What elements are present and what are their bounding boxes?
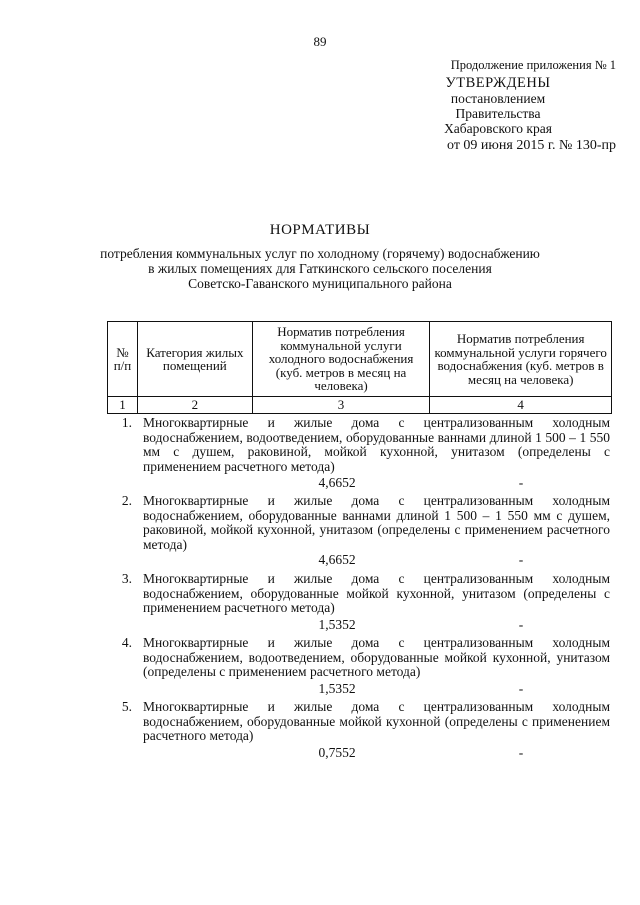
list-item (110, 494, 610, 552)
list-item (110, 700, 610, 744)
subtitle-line: потребления коммунальных услуг по холодному (горячему) водоснабжению (100, 246, 540, 261)
item-text: Многоквартирные и жилые дома с централизованным холодным водоснабжением, водоотведением, оборудованные мойкой кухонной, унитазом (определены с применением расчетного метода) (143, 635, 610, 679)
header-hot-water: Норматив потребления коммунальной услуги горячего водоснабжения (куб. метров в месяц на человека) (430, 322, 612, 397)
column-number: 1 (108, 397, 138, 414)
cold-water-value: 4,6652 (318, 552, 356, 567)
cold-water-value: 0,7552 (318, 745, 356, 760)
hot-water-value: - (518, 552, 524, 567)
item-text: Многоквартирные и жилые дома с централизованным холодным водоснабжением, водоотведением, оборудованные ваннами длиной 1 500 – 1 550 мм с душем, раковиной, мойкой кухонной, унитазом (определены с применением расчетного метода) (143, 415, 610, 474)
item-text: Многоквартирные и жилые дома с централизованным холодным водоснабжением, оборудованные мойкой кухонной (определены с применением расчетного метода) (143, 699, 610, 743)
item-values (110, 681, 610, 697)
approval-date: от 09 июня 2015 г. № 130-пр (447, 138, 616, 153)
cold-water-value: 4,6652 (318, 475, 356, 490)
approval-line: постановлением (450, 91, 546, 106)
hot-water-value: - (518, 475, 524, 490)
item-values (110, 552, 610, 568)
column-number: 3 (252, 397, 430, 414)
approval-line: Хабаровского края (444, 121, 552, 136)
header-number: № п/п (108, 322, 138, 397)
header-category: Категория жилых помещений (137, 322, 252, 397)
item-values (110, 617, 610, 633)
document-subtitle (100, 246, 540, 291)
item-number: 3. (121, 571, 132, 586)
approval-line: Правительства (455, 106, 541, 121)
item-text: Многоквартирные и жилые дома с централизованным холодным водоснабжением, оборудованные мойкой кухонной, унитазом (определены с применением расчетного метода) (143, 571, 610, 615)
norms-table (107, 321, 612, 414)
list-item (110, 636, 610, 680)
page-number: 89 (313, 34, 327, 49)
approval-block (380, 58, 616, 153)
cold-water-value: 1,5352 (318, 681, 356, 696)
appendix-continuation: Продолжение приложения № 1 (450, 58, 616, 72)
column-number: 2 (137, 397, 252, 414)
item-values (110, 745, 610, 761)
item-text: Многоквартирные и жилые дома с централизованным холодным водоснабжением, оборудованные ваннами длиной 1 500 – 1 550 мм с душем, раковиной, мойкой кухонной, унитазом (определены с применением расчетного метода) (143, 493, 610, 552)
item-number: 2. (121, 493, 132, 508)
document-title: НОРМАТИВЫ (269, 222, 371, 238)
approved-heading: УТВЕРЖДЕНЫ (445, 75, 551, 91)
subtitle-line: Советско-Гаванского муниципального района (188, 276, 452, 291)
list-item (110, 572, 610, 616)
item-values (110, 475, 610, 491)
hot-water-value: - (518, 617, 524, 632)
table-column-numbers-row (108, 397, 612, 414)
item-number: 4. (121, 635, 132, 650)
table-header-row (108, 322, 612, 397)
cold-water-value: 1,5352 (318, 617, 356, 632)
header-cold-water: Норматив потребления коммунальной услуги холодного водоснабжения (куб. метров в месяц на человека) (252, 322, 430, 397)
item-number: 5. (121, 699, 132, 714)
item-number: 1. (121, 415, 132, 430)
hot-water-value: - (518, 745, 524, 760)
hot-water-value: - (518, 681, 524, 696)
subtitle-line: в жилых помещениях для Гаткинского сельского поселения (148, 261, 492, 276)
list-item (110, 416, 610, 474)
column-number: 4 (430, 397, 612, 414)
